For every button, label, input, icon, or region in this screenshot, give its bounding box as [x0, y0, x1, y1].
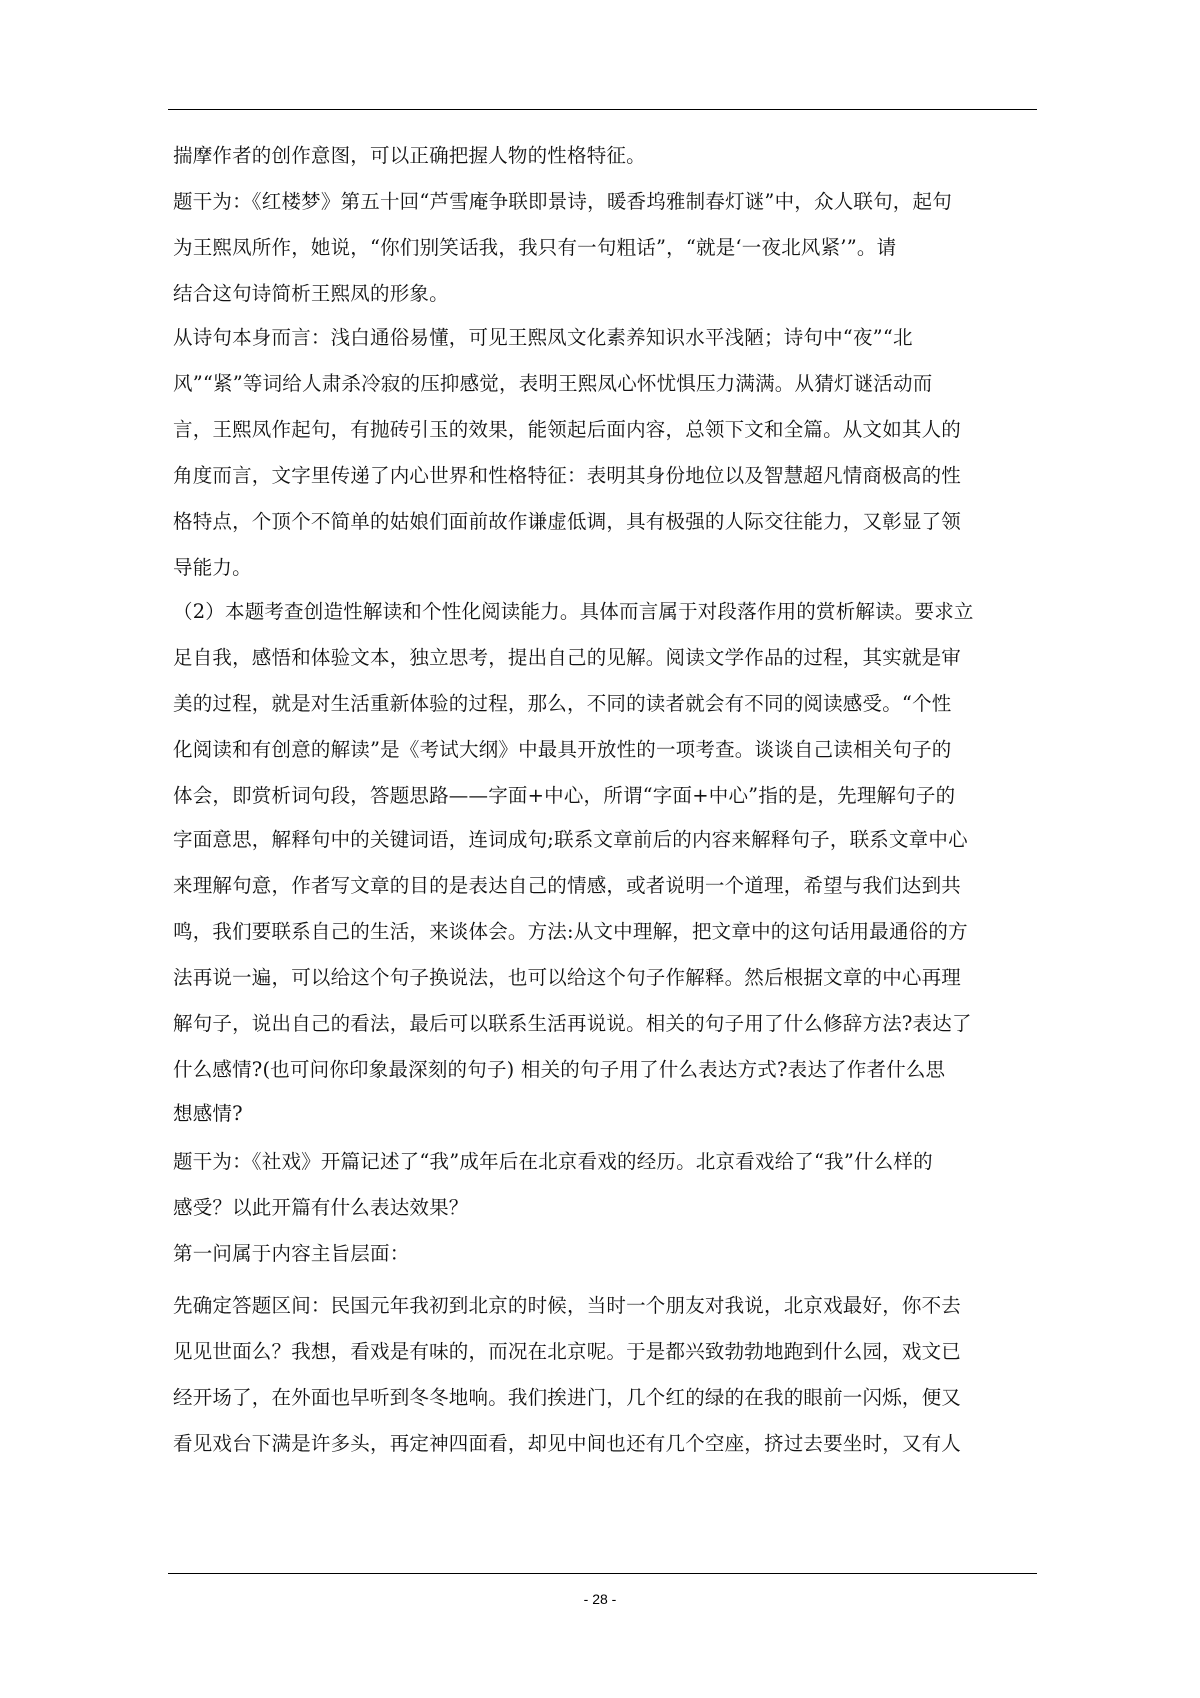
text-line: 揣摩作者的创作意图，可以正确把握人物的性格特征。	[173, 144, 646, 167]
text-line: 从诗句本身而言：浅白通俗易懂，可见王熙凤文化素养知识水平浅陋；诗句中“夜”“北	[173, 326, 913, 349]
text-line: 角度而言，文字里传递了内心世界和性格特征：表明其身份地位以及智慧超凡情商极高的性	[173, 464, 962, 487]
text-line: 来理解句意，作者写文章的目的是表达自己的情感，或者说明一个道理，希望与我们达到共	[173, 874, 962, 897]
text-line: 题干为：《社戏》开篇记述了“我”成年后在北京看戏的经历。北京看戏给了“我”什么样的	[173, 1150, 933, 1173]
text-line: 足自我，感悟和体验文本，独立思考，提出自己的见解。阅读文学作品的过程，其实就是审	[173, 646, 962, 669]
text-line: 第一问属于内容主旨层面：	[173, 1242, 410, 1265]
text-line: （2）本题考查创造性解读和个性化阅读能力。具体而言属于对段落作用的赏析解读。要求立	[173, 600, 974, 623]
text-line: 鸣，我们要联系自己的生活，来谈体会。方法:从文中理解，把文章中的这句话用最通俗的方	[173, 920, 968, 943]
text-line: 什么感情?(也可问你印象最深刻的句子) 相关的句子用了什么表达方式?表达了作者什么思	[173, 1058, 946, 1081]
text-line: 为王熙凤所作，她说，“你们别笑话我，我只有一句粗话”，“就是‘一夜北风紧’”。请	[173, 236, 897, 259]
text-line: 化阅读和有创意的解读”是《考试大纲》中最具开放性的一项考查。谈谈自己读相关句子的	[173, 738, 952, 761]
text-line: 经开场了，在外面也早听到冬冬地响。我们挨进门，几个红的绿的在我的眼前一闪烁，便又	[173, 1386, 962, 1409]
text-line: 导能力。	[173, 556, 252, 579]
text-line: 看见戏台下满是许多头，再定神四面看，却见中间也还有几个空座，挤过去要坐时，又有人	[173, 1432, 962, 1455]
text-line: 题干为：《红楼梦》第五十回“芦雪庵争联即景诗，暖香坞雅制春灯谜”中，众人联句，起句	[173, 190, 952, 213]
text-line: 美的过程，就是对生活重新体验的过程，那么，不同的读者就会有不同的阅读感受。“个性	[173, 692, 952, 715]
text-line: 解句子，说出自己的看法，最后可以联系生活再说说。相关的句子用了什么修辞方法?表达了	[173, 1012, 972, 1035]
text-line: 格特点，个顶个不简单的姑娘们面前故作谦虚低调，具有极强的人际交往能力，又彰显了领	[173, 510, 962, 533]
footer-rule	[168, 1573, 1037, 1574]
text-line: 风”“紧”等词给人肃杀冷寂的压抑感觉，表明王熙凤心怀忧惧压力满满。从猜灯谜活动而	[173, 372, 933, 395]
text-line: 结合这句诗简析王熙凤的形象。	[173, 282, 449, 305]
header-rule	[168, 109, 1037, 110]
text-line: 法再说一遍，可以给这个句子换说法，也可以给这个句子作解释。然后根据文章的中心再理	[173, 966, 962, 989]
text-line: 见见世面么？我想，看戏是有味的，而况在北京呢。于是都兴致勃勃地跑到什么园，戏文已	[173, 1340, 962, 1363]
text-line: 感受？以此开篇有什么表达效果？	[173, 1196, 469, 1219]
text-line: 先确定答题区间：民国元年我初到北京的时候，当时一个朋友对我说，北京戏最好，你不去	[173, 1294, 962, 1317]
text-line: 想感情?	[173, 1102, 243, 1125]
page-number: - 28 -	[583, 1591, 617, 1607]
text-line: 字面意思，解释句中的关键词语，连词成句;联系文章前后的内容来解释句子，联系文章中心	[173, 828, 968, 851]
text-line: 体会，即赏析词句段，答题思路——字面+中心，所谓“字面+中心”指的是，先理解句子的	[173, 784, 956, 807]
text-line: 言，王熙凤作起句，有抛砖引玉的效果，能领起后面内容，总领下文和全篇。从文如其人的	[173, 418, 962, 441]
